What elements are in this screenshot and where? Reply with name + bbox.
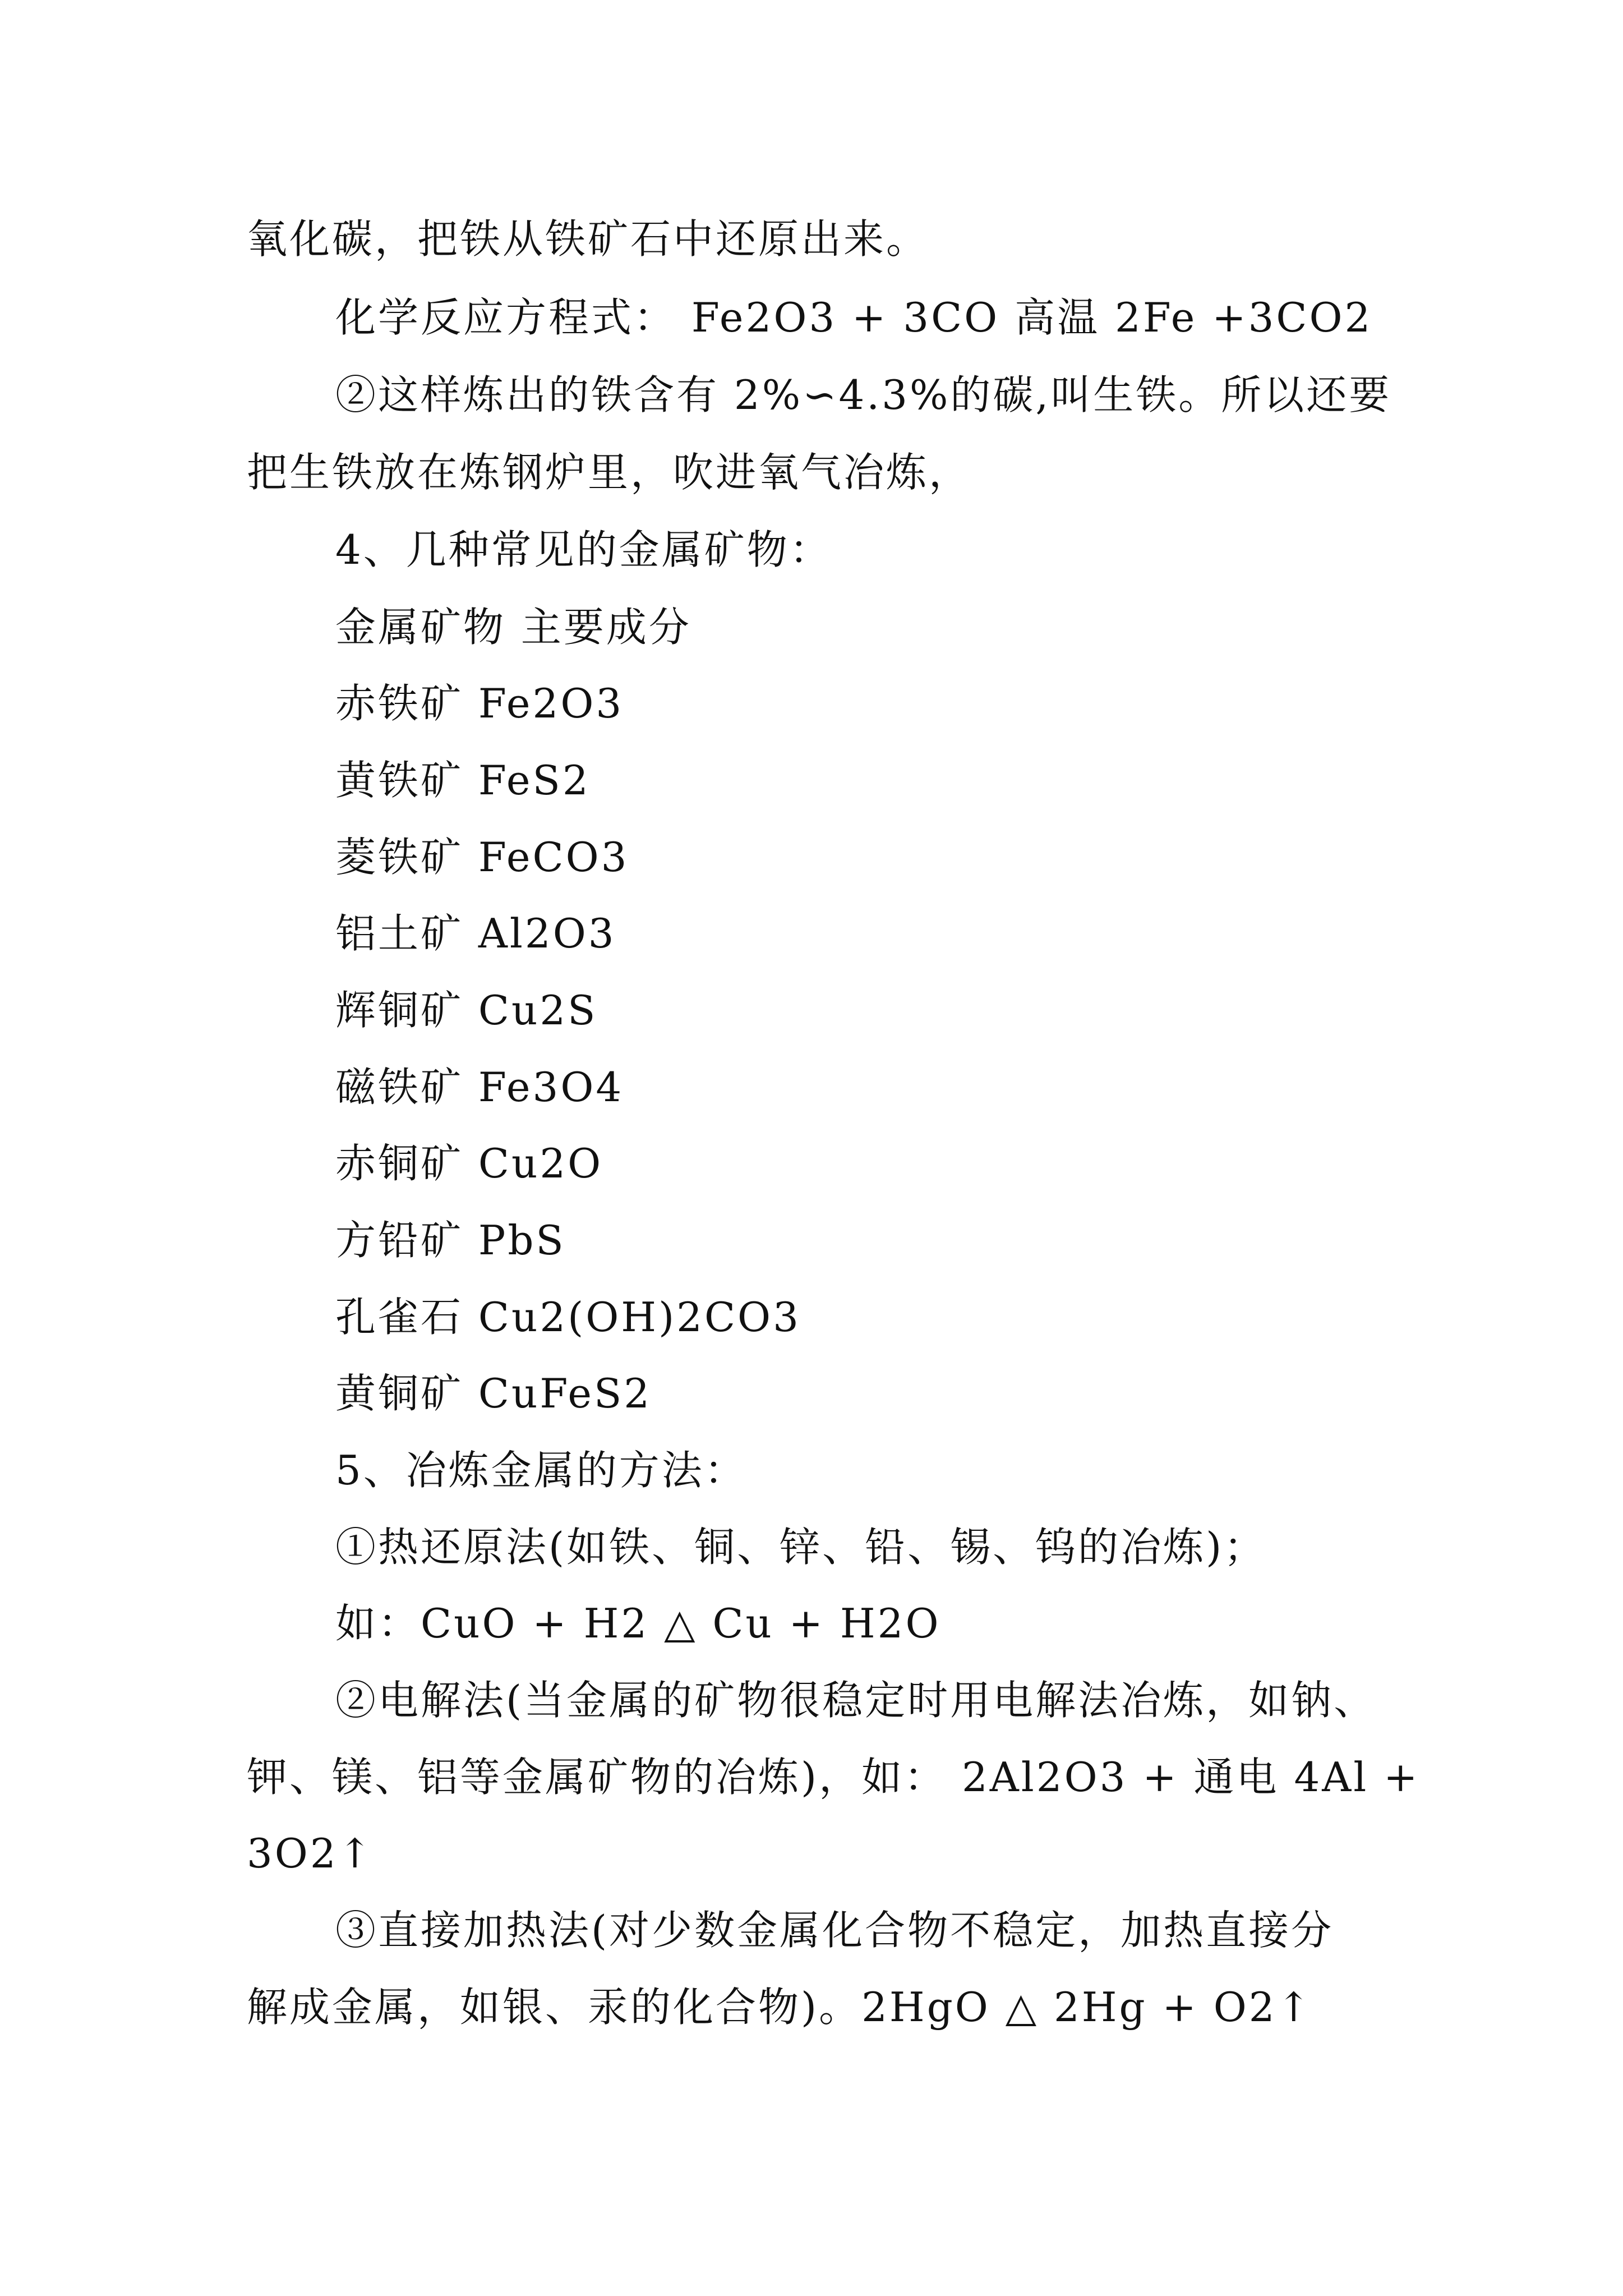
text-line: 氧化碳，把铁从铁矿石中还原出来。: [247, 215, 929, 263]
text-line: 3O2↑: [247, 1830, 374, 1877]
text-line: 铝土矿 Al2O3: [335, 910, 616, 957]
text-line: 5、冶炼金属的方法：: [335, 1447, 747, 1494]
text-line: 如：CuO + H2 △ Cu + H2O: [335, 1600, 941, 1647]
text-line: ①热还原法(如铁、铜、锌、铅、锡、钨的冶炼)；: [335, 1524, 1267, 1571]
text-line: ③直接加热法(对少数金属化合物不稳定，加热直接分: [335, 1907, 1334, 1954]
text-line: 4、几种常见的金属矿物：: [335, 526, 832, 573]
text-line: 金属矿物 主要成分: [335, 604, 691, 651]
text-line: 解成金属，如银、汞的化合物)。2HgO △ 2Hg + O2↑: [247, 1984, 1313, 2031]
text-line: 菱铁矿 FeCO3: [335, 834, 629, 881]
text-line: 黄铜矿 CuFeS2: [335, 1370, 652, 1417]
text-line: 辉铜矿 Cu2S: [335, 987, 598, 1034]
text-line: 把生铁放在炼钢炉里，吹进氧气冶炼，: [247, 449, 972, 496]
text-line: 黄铁矿 FeS2: [335, 757, 591, 804]
text-line: 化学反应方程式： Fe2O3 + 3CO 高温 2Fe +3CO2: [335, 294, 1373, 341]
text-line: 赤铜矿 Cu2O: [335, 1140, 603, 1187]
text-line: ②这样炼出的铁含有 2%∽4.3%的碳,叫生铁。所以还要: [335, 371, 1392, 418]
text-line: 赤铁矿 Fe2O3: [335, 680, 624, 727]
text-line: 钾、镁、铝等金属矿物的冶炼)，如： 2Al2O3 + 通电 4Al +: [247, 1754, 1420, 1801]
text-line: 孔雀石 Cu2(OH)2CO3: [335, 1294, 801, 1341]
text-line: ②电解法(当金属的矿物很稳定时用电解法冶炼，如钠、: [335, 1677, 1377, 1724]
text-line: 磁铁矿 Fe3O4: [335, 1064, 624, 1111]
text-line: 方铅矿 PbS: [335, 1217, 566, 1264]
